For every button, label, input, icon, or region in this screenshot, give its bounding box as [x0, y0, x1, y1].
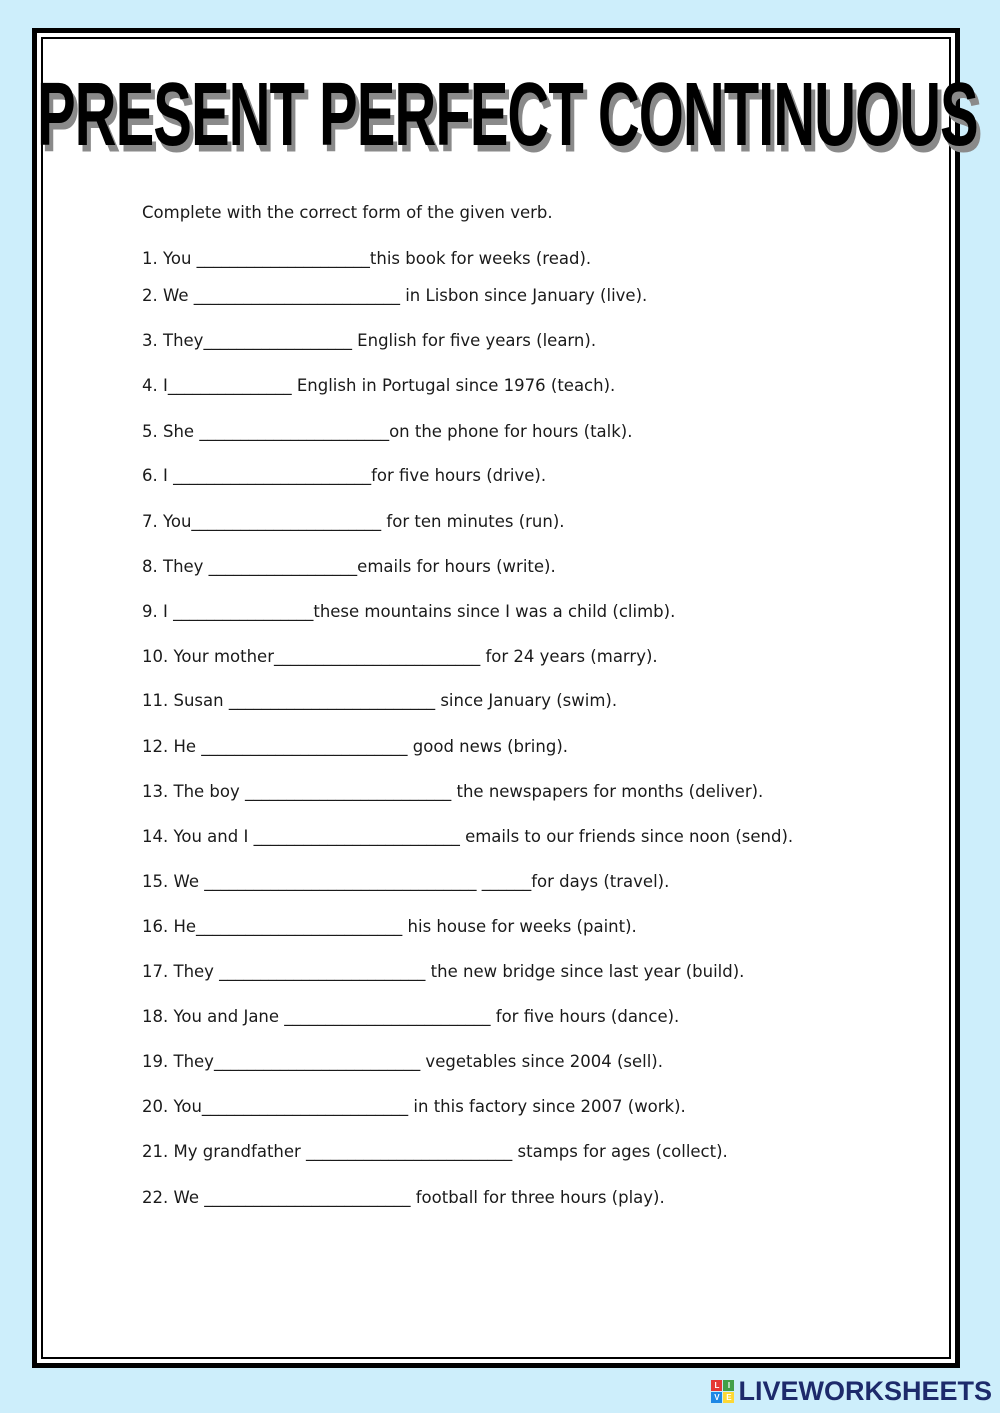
exercise-item-3[interactable]: 3. They__________________ English for five years (learn). [142, 331, 597, 350]
exercise-item-13[interactable]: 13. The boy _________________________ the newspapers for months (deliver). [142, 782, 764, 801]
exercise-item-2[interactable]: 2. We _________________________ in Lisbon since January (live). [142, 286, 648, 305]
logo-letter: L [711, 1380, 722, 1391]
liveworksheets-logo-icon [711, 1380, 734, 1403]
worksheet-title: PRESENT PERFECT CONTINUOUS [37, 64, 978, 166]
exercise-item-22[interactable]: 22. We _________________________ football for three hours (play). [142, 1188, 665, 1207]
logo-letter: V [711, 1392, 722, 1403]
exercise-item-1[interactable]: 1. You _____________________this book for weeks (read). [142, 249, 592, 268]
liveworksheets-brand[interactable] [711, 1376, 992, 1407]
logo-letter: E [723, 1392, 734, 1403]
exercise-item-11[interactable]: 11. Susan _________________________ since January (swim). [142, 691, 618, 710]
exercise-item-12[interactable]: 12. He _________________________ good news (bring). [142, 737, 569, 756]
exercise-item-8[interactable]: 8. They __________________emails for hours (write). [142, 557, 556, 576]
logo-letter: I [723, 1380, 734, 1391]
exercise-item-19[interactable]: 19. They_________________________ vegetables since 2004 (sell). [142, 1052, 663, 1071]
exercise-item-15[interactable]: 15. We _________________________________ ______for days (travel). [142, 872, 670, 891]
title-container [37, 63, 978, 166]
exercise-item-10[interactable]: 10. Your mother_________________________ for 24 years (marry). [142, 647, 658, 666]
exercise-item-9[interactable]: 9. I _________________these mountains since I was a child (climb). [142, 602, 676, 621]
exercise-item-21[interactable]: 21. My grandfather _________________________ stamps for ages (collect). [142, 1142, 728, 1161]
exercise-item-7[interactable]: 7. You_______________________ for ten minutes (run). [142, 512, 565, 531]
brand-name: LIVEWORKSHEETS [738, 1376, 992, 1406]
exercise-item-5[interactable]: 5. She _______________________on the phone for hours (talk). [142, 422, 633, 441]
exercise-item-16[interactable]: 16. He_________________________ his house for weeks (paint). [142, 917, 637, 936]
exercise-item-20[interactable]: 20. You_________________________ in this factory since 2007 (work). [142, 1097, 686, 1116]
exercise-item-14[interactable]: 14. You and I _________________________ emails to our friends since noon (send). [142, 827, 794, 846]
exercise-item-17[interactable]: 17. They _________________________ the new bridge since last year (build). [142, 962, 745, 981]
exercise-item-6[interactable]: 6. I ________________________for five hours (drive). [142, 466, 547, 485]
exercise-item-4[interactable]: 4. I_______________ English in Portugal since 1976 (teach). [142, 376, 616, 395]
exercise-item-18[interactable]: 18. You and Jane _________________________ for five hours (dance). [142, 1007, 680, 1026]
instructions-text: Complete with the correct form of the given verb. [142, 203, 553, 222]
